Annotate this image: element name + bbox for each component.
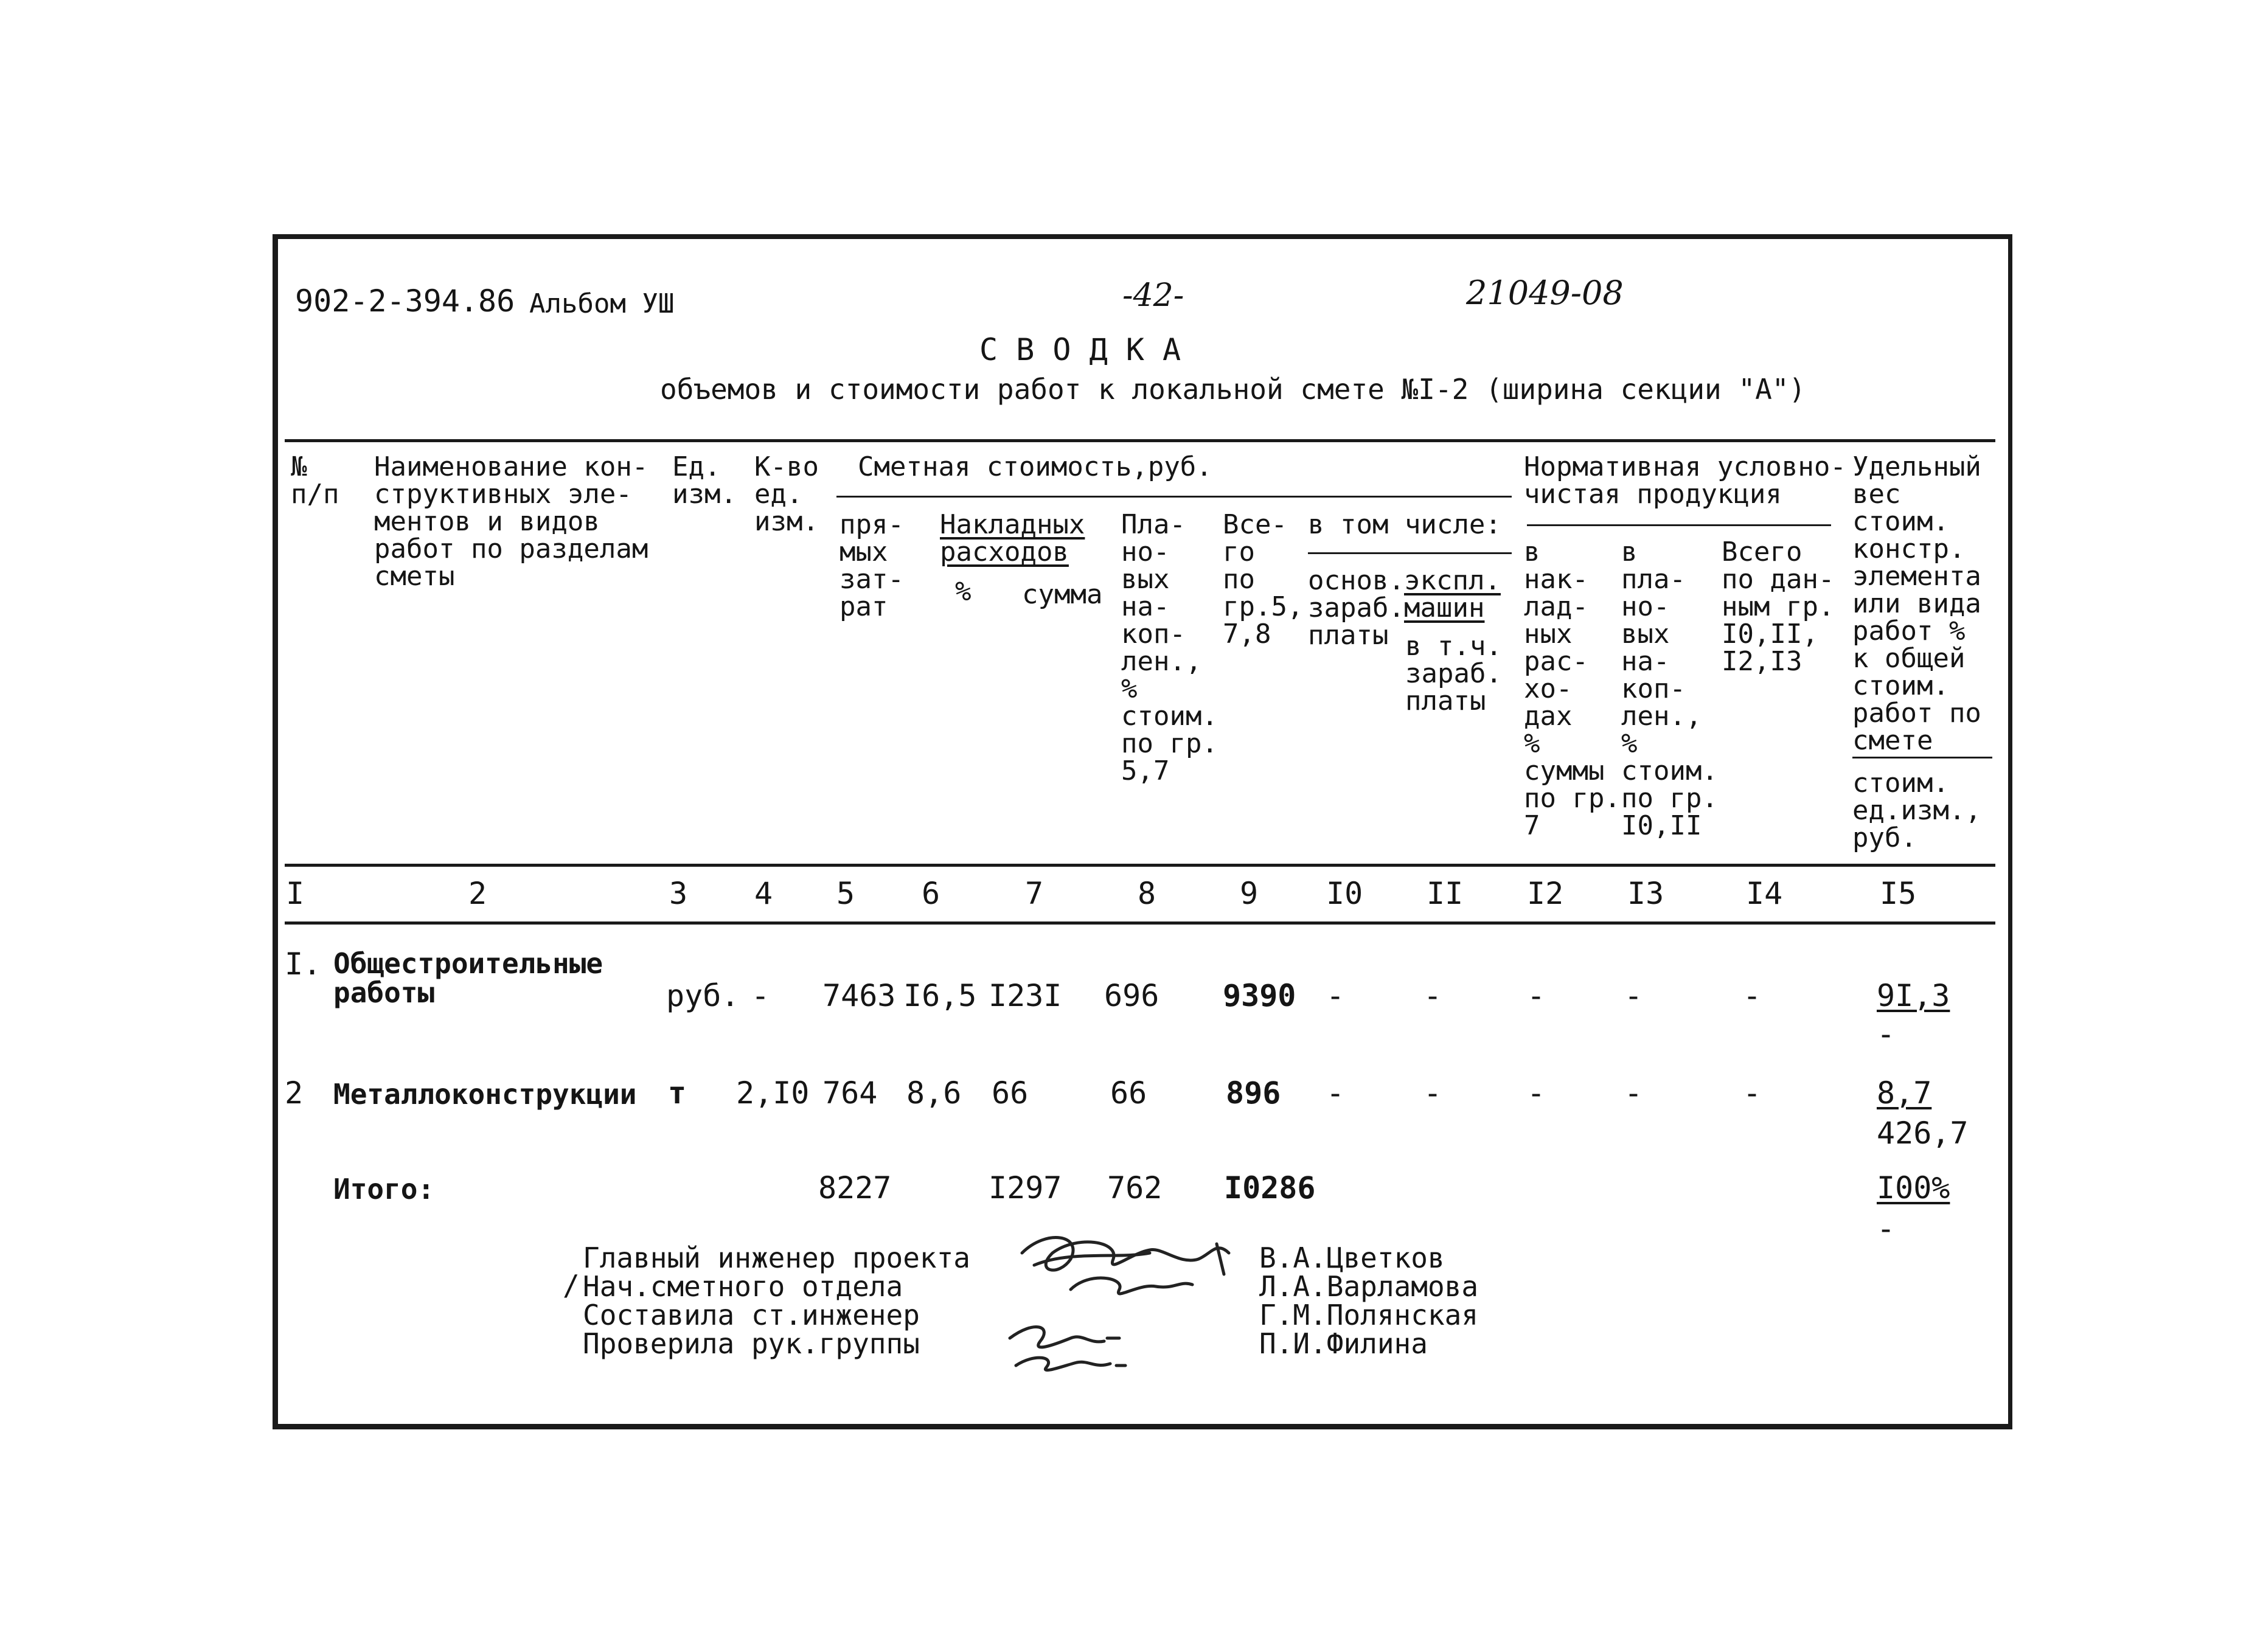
signature-name: В.А.Цветков <box>1259 1241 1445 1274</box>
table-cell-unit-cost: 426,7 <box>1877 1116 1969 1151</box>
col-header-norm-overhead: в нак- лад- ных рас- хо- дах % суммы по гр. 7 <box>1524 536 1621 841</box>
col-number: I0 <box>1326 876 1363 911</box>
total-label: Итого: <box>333 1173 435 1206</box>
col-number: I <box>286 876 305 911</box>
col-number-rule <box>285 921 1995 925</box>
slash-mark: / <box>563 1269 580 1302</box>
col-number: 7 <box>1025 876 1044 911</box>
signature-name: П.И.Филина <box>1259 1327 1428 1360</box>
document-code: 21049-08 <box>1466 274 1624 312</box>
col-number: 3 <box>669 876 688 911</box>
table-cell-name: Металлоконструкции <box>333 1078 637 1111</box>
total-overhead-sum: I297 <box>989 1170 1062 1206</box>
col-header-unit-cost: стоим. ед.изм., руб. <box>1852 768 1981 853</box>
col-header-unit: Ед. изм. <box>672 451 737 510</box>
table-cell-col10: - <box>1326 1075 1345 1111</box>
total-direct: 8227 <box>818 1170 892 1206</box>
col-header-direct: пря- мых зат- рат <box>839 509 904 622</box>
incl-rule <box>1308 552 1512 554</box>
table-cell-share: 8,7 <box>1877 1075 1932 1111</box>
table-cell-col14: - <box>1743 978 1762 1013</box>
table-cell-direct: 7463 <box>822 978 896 1013</box>
table-cell-col10: - <box>1326 978 1345 1013</box>
col-header-number: № п/п <box>291 451 339 510</box>
table-cell-col11: - <box>1423 978 1442 1013</box>
document-title: С В О Д К А <box>979 332 1181 367</box>
col-header-norm-planned: в пла- но- вых на- коп- лен., % стоим. по гр. I0,II <box>1621 536 1718 841</box>
col-header-machines-wage: в т.ч. зараб. платы <box>1405 631 1502 717</box>
col-header-name: Наименование кон- структивных эле- ментов и видов работ по разделам сметы <box>374 451 648 592</box>
col-header-overhead-pct: % <box>955 576 972 607</box>
table-cell-overhead-sum: 66 <box>992 1075 1029 1111</box>
table-cell-overhead-sum: I23I <box>989 978 1062 1013</box>
col-header-machines: экспл. машин <box>1404 565 1501 623</box>
signature-role: Главный инженер проекта <box>583 1241 970 1274</box>
table-cell-share: 9I,3 <box>1877 978 1950 1013</box>
col-header-planned: Пла- но- вых на- коп- лен., % стоим. по гр. 5,7 <box>1121 509 1218 786</box>
page-number: -42- <box>1122 277 1184 314</box>
total-total: I0286 <box>1224 1170 1316 1206</box>
table-cell-planned: 696 <box>1104 978 1159 1013</box>
col-number: II <box>1427 876 1464 911</box>
col-header-quantity: К-во ед. изм. <box>754 451 819 537</box>
total-planned: 762 <box>1107 1170 1163 1206</box>
share-split-rule <box>1852 757 1992 758</box>
album-label: Альбом УШ <box>529 288 675 319</box>
col-header-cost-group: Сметная стоимость,руб. <box>858 451 1212 482</box>
doc-number: 902-2-394.86 <box>295 283 515 319</box>
signature-role: Проверила рук.группы <box>583 1327 920 1360</box>
total-unit-cost: - <box>1877 1211 1896 1246</box>
table-cell-total: 896 <box>1226 1075 1281 1111</box>
table-cell-planned: 66 <box>1110 1075 1147 1111</box>
signature-scribbles <box>998 1216 1265 1375</box>
col-header-total: Все- го по гр.5, 7,8 <box>1223 509 1304 650</box>
table-cell-col14: - <box>1743 1075 1762 1111</box>
col-number: I4 <box>1746 876 1783 911</box>
table-cell-col11: - <box>1423 1075 1442 1111</box>
cost-group-rule <box>836 496 1512 498</box>
col-header-overhead: Накладных расходов <box>940 509 1085 567</box>
col-header-including: в том числе: <box>1308 509 1501 540</box>
table-cell-col12: - <box>1527 978 1546 1013</box>
signature-name: Г.М.Полянская <box>1259 1299 1479 1331</box>
table-cell-total: 9390 <box>1223 978 1296 1013</box>
table-cell-number: I. <box>285 946 322 982</box>
signature-role: Составила ст.инженер <box>583 1299 920 1331</box>
table-cell-col12: - <box>1527 1075 1546 1111</box>
table-cell-col13: - <box>1624 978 1643 1013</box>
table-cell-name: Общестроительные работы <box>333 947 603 1009</box>
table-top-rule <box>285 439 1995 442</box>
table-cell-overhead-pct: I6,5 <box>903 978 977 1013</box>
col-header-norm-total: Всего по дан- ным гр. I0,II, I2,I3 <box>1722 536 1835 677</box>
table-cell-unit: руб. <box>666 978 740 1013</box>
table-cell-quantity: 2,I0 <box>736 1075 810 1111</box>
signature-role: Нач.сметного отдела <box>583 1270 903 1303</box>
col-header-norm-group: Нормативная условно- чистая продукция <box>1524 451 1846 510</box>
col-number: 9 <box>1240 876 1259 911</box>
table-cell-quantity: - <box>751 978 770 1013</box>
table-cell-unit-cost: - <box>1877 1016 1896 1052</box>
col-number: I2 <box>1527 876 1564 911</box>
total-share: I00% <box>1877 1170 1950 1206</box>
table-cell-unit: т <box>668 1075 687 1111</box>
table-cell-number: 2 <box>285 1075 304 1111</box>
col-number: I5 <box>1880 876 1917 911</box>
col-number: 4 <box>754 876 773 911</box>
col-number: 2 <box>468 876 487 911</box>
col-number: I3 <box>1627 876 1664 911</box>
table-cell-overhead-pct: 8,6 <box>906 1075 962 1111</box>
table-cell-col13: - <box>1624 1075 1643 1111</box>
col-number: 8 <box>1138 876 1156 911</box>
document-subtitle: объемов и стоимости работ к локальной смете №I-2 (ширина секции "А") <box>660 373 1806 406</box>
signature-name: Л.А.Варламова <box>1259 1270 1479 1303</box>
col-number: 6 <box>922 876 940 911</box>
header-bottom-rule <box>285 864 1995 867</box>
table-cell-direct: 764 <box>822 1075 878 1111</box>
col-header-share: Удельный вес стоим. констр. элемента или вида работ % к общей стоим. работ по смете <box>1852 451 1981 756</box>
norm-group-rule <box>1527 524 1831 526</box>
col-header-base-wage: основ. зараб. платы <box>1308 565 1405 651</box>
col-header-overhead-sum: сумма <box>1022 579 1103 610</box>
col-number: 5 <box>836 876 855 911</box>
